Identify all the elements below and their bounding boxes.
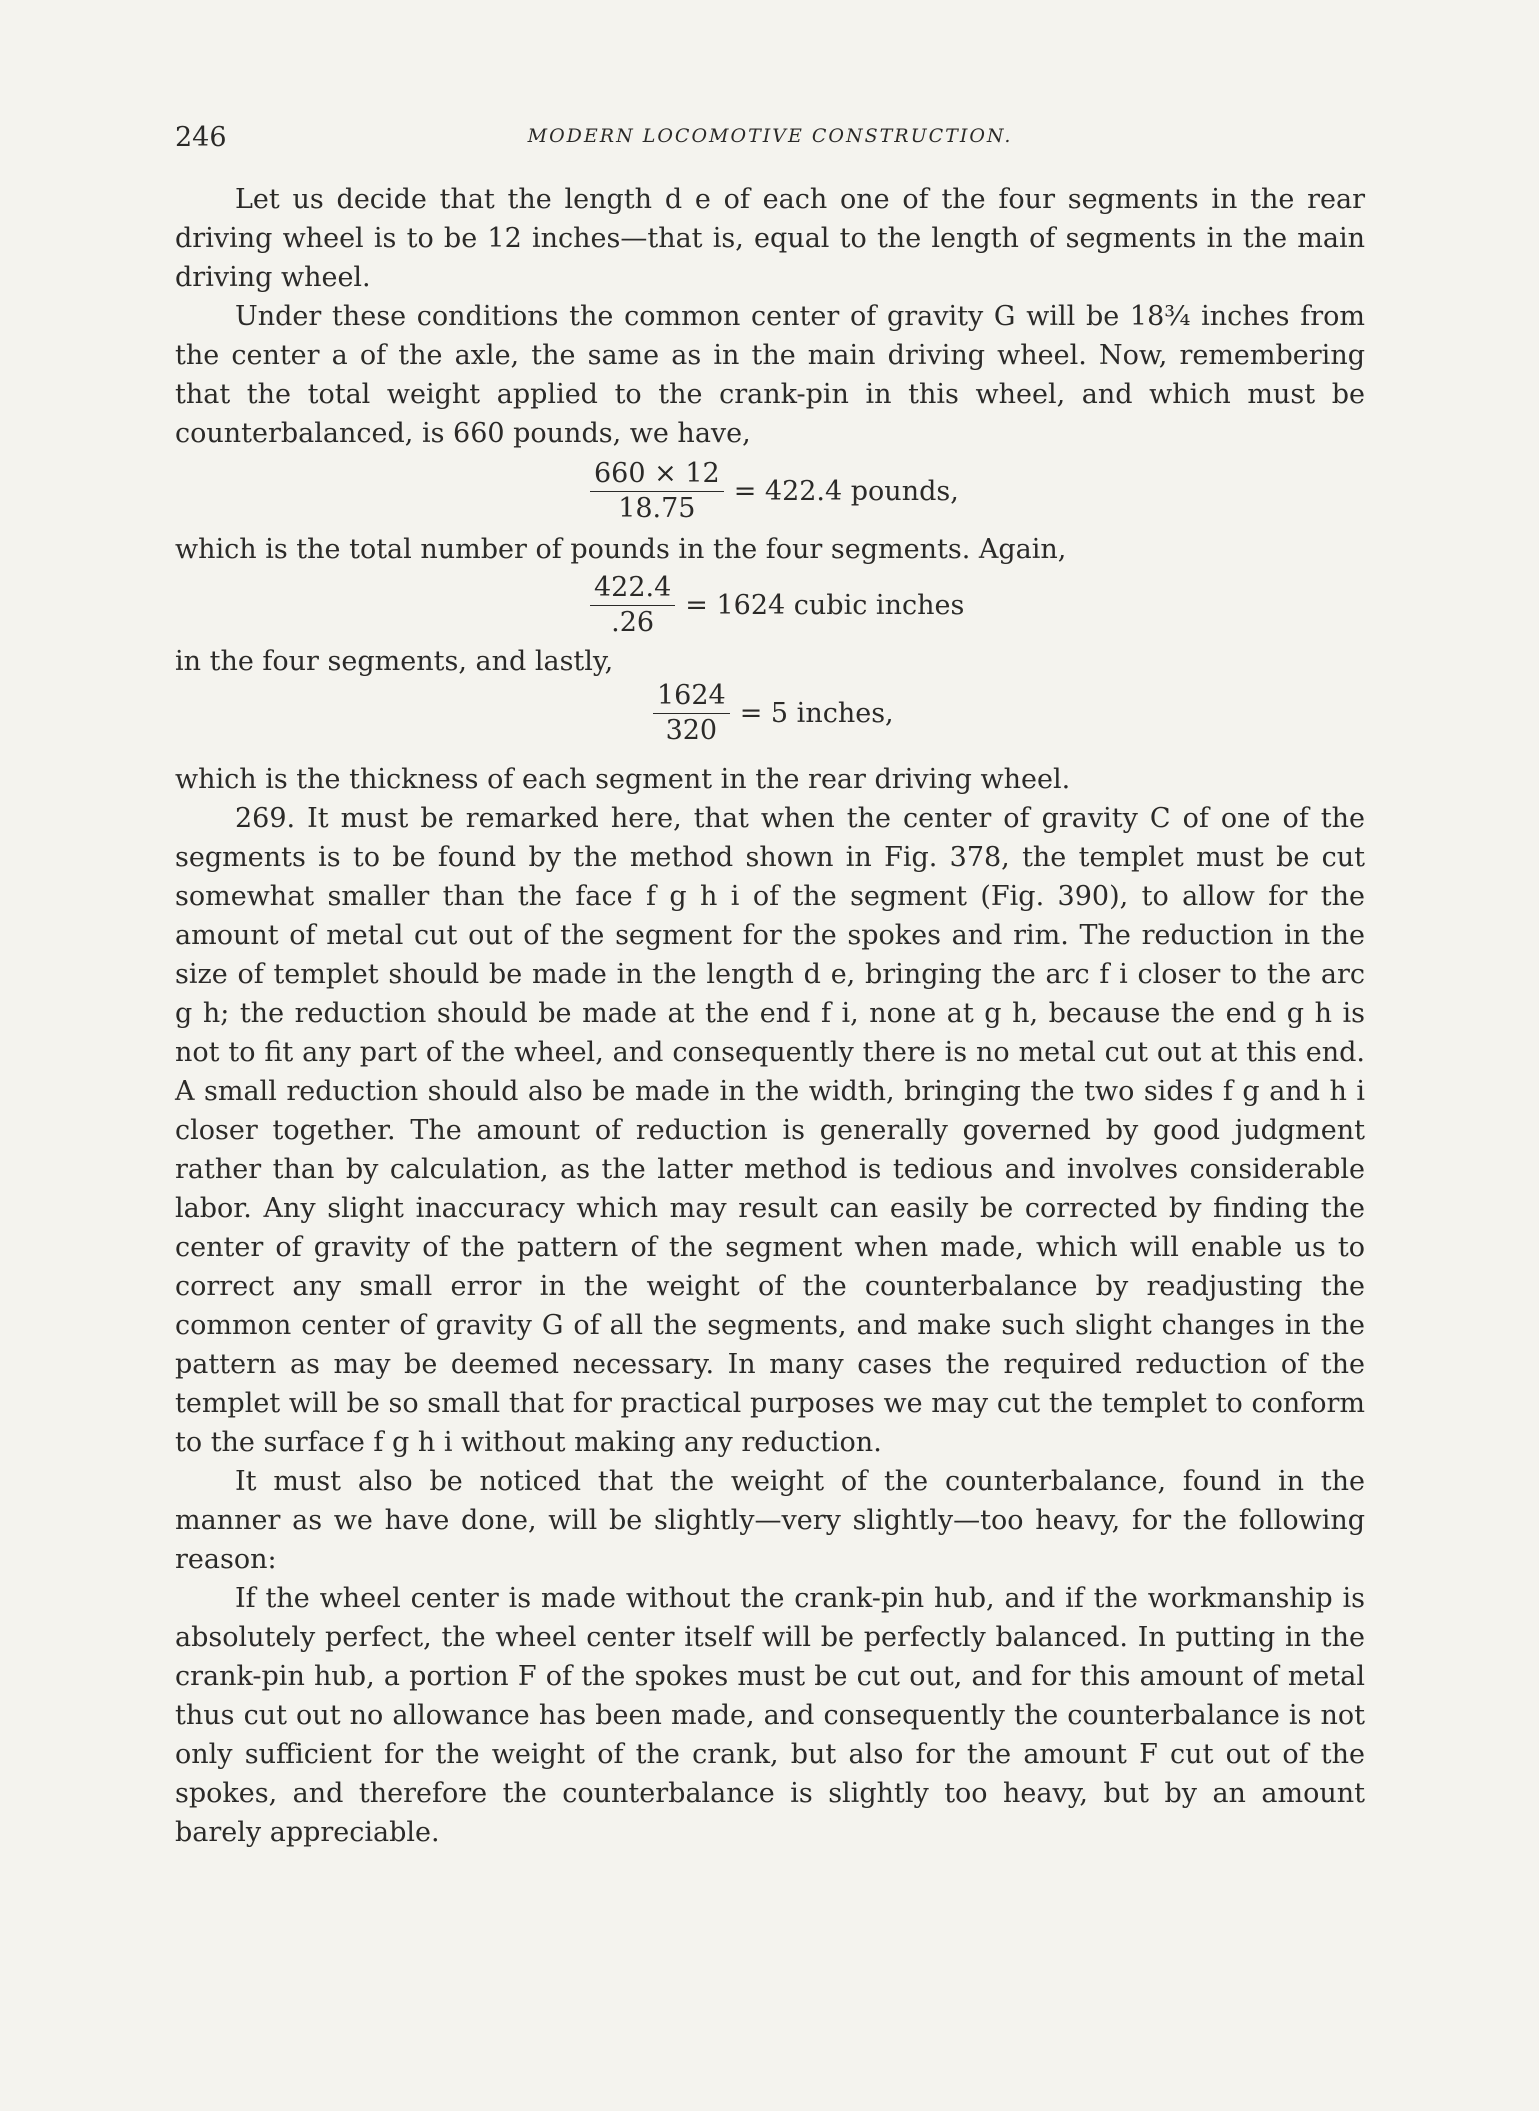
paragraph: which is the thickness of each segment in the rear driving wheel. <box>175 764 1071 795</box>
denominator: .26 <box>611 607 655 638</box>
formula-volume <box>590 573 1365 638</box>
formula-weight <box>590 459 1365 524</box>
paragraph: in the four segments, and lastly, <box>175 646 614 677</box>
running-title: MODERN LOCOMOTIVE CONSTRUCTION. <box>527 125 1013 147</box>
formula-result: = 5 inches, <box>739 698 894 729</box>
fraction <box>590 459 724 524</box>
numerator: 660 × 12 <box>590 459 724 492</box>
body-text <box>175 180 1365 1852</box>
denominator: 320 <box>665 715 718 746</box>
numerator: 1624 <box>653 681 730 714</box>
paragraph: which is the total number of pounds in the four segments. Again, <box>175 534 1067 565</box>
paragraph: If the wheel center is made without the crank-pin hub, and if the workmanship is absolutely perfect, the wheel center itself will be perfectly balanced. In putting in the crank-pin hub, a portion F of the spokes must be cut out, and for this amount of metal thus cut out no allowance has been made, and consequently the counterbalance is not only sufficient for the weight of the crank, but also for the amount F cut out of the spokes, and therefore the counterbalance is slightly too heavy, but by an amount barely appreciable. <box>175 1583 1365 1848</box>
fraction <box>653 681 730 746</box>
paragraph: It must also be noticed that the weight of the counterbalance, found in the manner as we have done, will be slightly—very slightly—too heavy, for the following reason: <box>175 1466 1365 1575</box>
denominator: 18.75 <box>618 493 696 524</box>
paragraph: Let us decide that the length d e of each one of the four segments in the rear driving wheel is to be 12 inches—that is, equal to the length of segments in the main driving wheel. <box>175 184 1365 293</box>
formula-result: = 1624 cubic inches <box>685 590 965 621</box>
page-header <box>175 122 1365 162</box>
formula-result: = 422.4 pounds, <box>733 476 959 507</box>
section-paragraph-269: 269. It must be remarked here, that when the center of gravity C of one of the segments is to be found by the method shown in Fig. 378, the templet must be cut somewhat smaller than the face f g h i of the segment (Fig. 390), to allow for the amount of metal cut out of the segment for the spokes and rim. The reduction in the size of templet should be made in the length d e, bringing the arc f i closer to the arc g h; the reduction should be made at the end f i, none at g h, because the end g h is not to fit any part of the wheel, and consequently there is no metal cut out at this end. A small reduction should also be made in the width, bringing the two sides f g and h i closer together. The amount of reduction is generally governed by good judgment rather than by calculation, as the latter method is tedious and involves considerable labor. Any slight inaccuracy which may result can easily be corrected by finding the center of gravity of the pattern of the segment when made, which will enable us to correct any small error in the weight of the counterbalance by readjusting the common center of gravity G of all the segments, and make such slight changes in the pattern as may be deemed necessary. In many cases the required reduction of the templet will be so small that for practical purposes we may cut the templet to conform to the surface f g h i without making any reduction. <box>175 803 1365 1458</box>
formula-thickness <box>653 681 1365 746</box>
page-number: 246 <box>175 122 227 153</box>
numerator: 422.4 <box>590 573 675 606</box>
paragraph: Under these conditions the common center of gravity G will be 18¾ inches from the center a of the axle, the same as in the main driving wheel. Now, remembering that the total weight applied to the crank-pin in this wheel, and which must be counterbalanced, is 660 pounds, we have, <box>175 301 1365 449</box>
fraction <box>590 573 675 638</box>
